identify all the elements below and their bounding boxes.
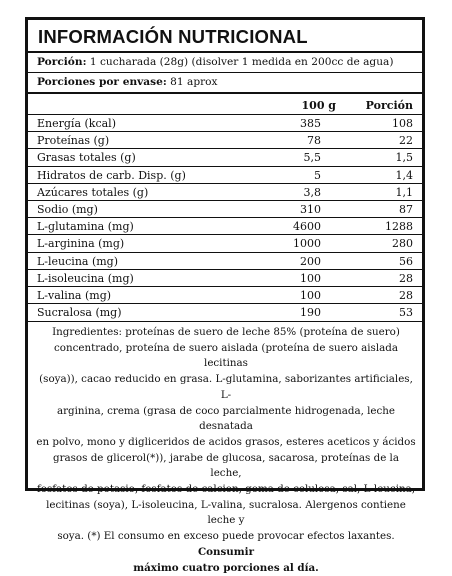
ingredients-line: soya. (*) El consumo en exceso puede provocar efectos laxantes. Consumir	[57, 530, 395, 558]
value-per-100g: 3,8	[303, 185, 321, 199]
value-per-100g: 200	[300, 254, 321, 268]
nutrient-name: L-valina (mg)	[37, 289, 112, 302]
nutrient-name: Grasas totales (g)	[37, 151, 136, 165]
value-per-portion: 53	[399, 306, 413, 320]
value-per-100g: 100	[300, 271, 321, 285]
portion-divider	[28, 72, 422, 73]
nutrient-row	[28, 304, 422, 321]
value-per-portion: 28	[399, 271, 413, 285]
value-per-portion: 1,5	[395, 151, 413, 165]
servings-label: Porciones por envase:	[37, 76, 167, 88]
column-header-100g: 100 g	[301, 99, 336, 112]
portion-label: Porción:	[37, 56, 87, 68]
ingredients-text	[36, 325, 416, 576]
title-divider	[28, 51, 422, 53]
value-per-portion: 22	[399, 134, 413, 148]
ingredients-line: Ingredientes: proteínas de suero de leche 85% (proteína de suero)	[52, 326, 400, 338]
ingredients-line: arginina, crema (grasa de coco parcialmente hidrogenada, leche desnatada	[56, 404, 396, 433]
nutrient-row	[28, 167, 422, 184]
value-per-100g: 1000	[293, 237, 321, 251]
nutrient-name: Hidratos de carb. Disp. (g)	[37, 168, 186, 182]
nutrient-row	[28, 270, 422, 287]
nutrient-name: Energía (kcal)	[37, 117, 116, 130]
value-per-portion: 1,4	[395, 168, 413, 182]
consumption-warning-line	[36, 561, 416, 576]
ingredients-line: fosfatos de potasio, fosfatos de calcion, goma de celulosa, sal, L-leucina,	[36, 483, 416, 496]
value-per-portion: 108	[392, 117, 413, 130]
consumption-warning: máximo cuatro porciones al día.	[133, 561, 319, 574]
portion-text: 1 cucharada (28g) (disolver 1 medida en 200cc de agua)	[86, 56, 394, 68]
value-per-100g: 385	[300, 117, 321, 130]
nutrient-row	[28, 253, 422, 270]
nutrient-row	[28, 235, 422, 252]
nutrient-name: Sodio (mg)	[37, 203, 98, 216]
column-header-portion: Porción	[365, 99, 413, 112]
servings-divider	[28, 92, 422, 94]
nutrient-row	[28, 184, 422, 201]
value-per-100g: 78	[307, 134, 321, 148]
value-per-portion: 87	[399, 203, 413, 216]
nutrient-name: L-isoleucina (mg)	[37, 271, 134, 285]
nutrient-name: Sucralosa (mg)	[37, 306, 122, 320]
portion-line	[37, 56, 393, 68]
nutrient-row	[28, 287, 422, 304]
nutrient-name: L-arginina (mg)	[37, 237, 125, 251]
ingredients-line: lecitinas (soya), L-isoleucina, L-valina, sucralosa. Alergenos contiene leche y	[46, 498, 406, 527]
table-bottom-divider	[28, 321, 422, 322]
value-per-100g: 310	[300, 203, 321, 216]
value-per-portion: 280	[392, 237, 413, 251]
consumption-warning: Consumir	[197, 545, 255, 558]
ingredients-line: concentrado, proteína de suero aislada (proteína de suero aislada lecitinas	[54, 341, 398, 370]
value-per-100g: 190	[300, 306, 321, 320]
nutrient-name: L-leucina (mg)	[37, 254, 119, 268]
value-per-portion: 1288	[385, 220, 413, 234]
nutrition-label	[25, 17, 425, 574]
nutrient-name: Azúcares totales (g)	[37, 185, 149, 199]
nutrient-name: Proteínas (g)	[37, 134, 110, 148]
servings-text: 81 aprox	[166, 76, 218, 88]
label-title: INFORMACIÓN NUTRICIONAL	[38, 26, 308, 47]
value-per-portion: 28	[399, 289, 413, 302]
ingredients-line: en polvo, mono y digliceridos de acidos grasos, esteres aceticos y ácidos	[36, 435, 416, 448]
value-per-portion: 1,1	[395, 185, 413, 199]
nutrient-row	[28, 149, 422, 166]
nutrient-row	[28, 201, 422, 218]
value-per-100g: 100	[300, 289, 321, 302]
ingredients-line: grasos de glicerol(*)), jarabe de glucosa, sacarosa, proteínas de la leche,	[53, 451, 399, 480]
nutrient-row	[28, 115, 422, 132]
value-per-portion: 56	[399, 254, 413, 268]
nutrient-row	[28, 132, 422, 149]
nutrient-name: L-glutamina (mg)	[37, 220, 134, 234]
ingredients-line: (soya)), cacao reducido en grasa. L-glutamina, saborizantes artificiales, L-	[39, 373, 413, 401]
nutrient-row	[28, 218, 422, 235]
value-per-100g: 5	[314, 168, 321, 182]
value-per-100g: 5,5	[303, 151, 321, 165]
servings-line	[37, 76, 218, 88]
value-per-100g: 4600	[293, 220, 321, 234]
